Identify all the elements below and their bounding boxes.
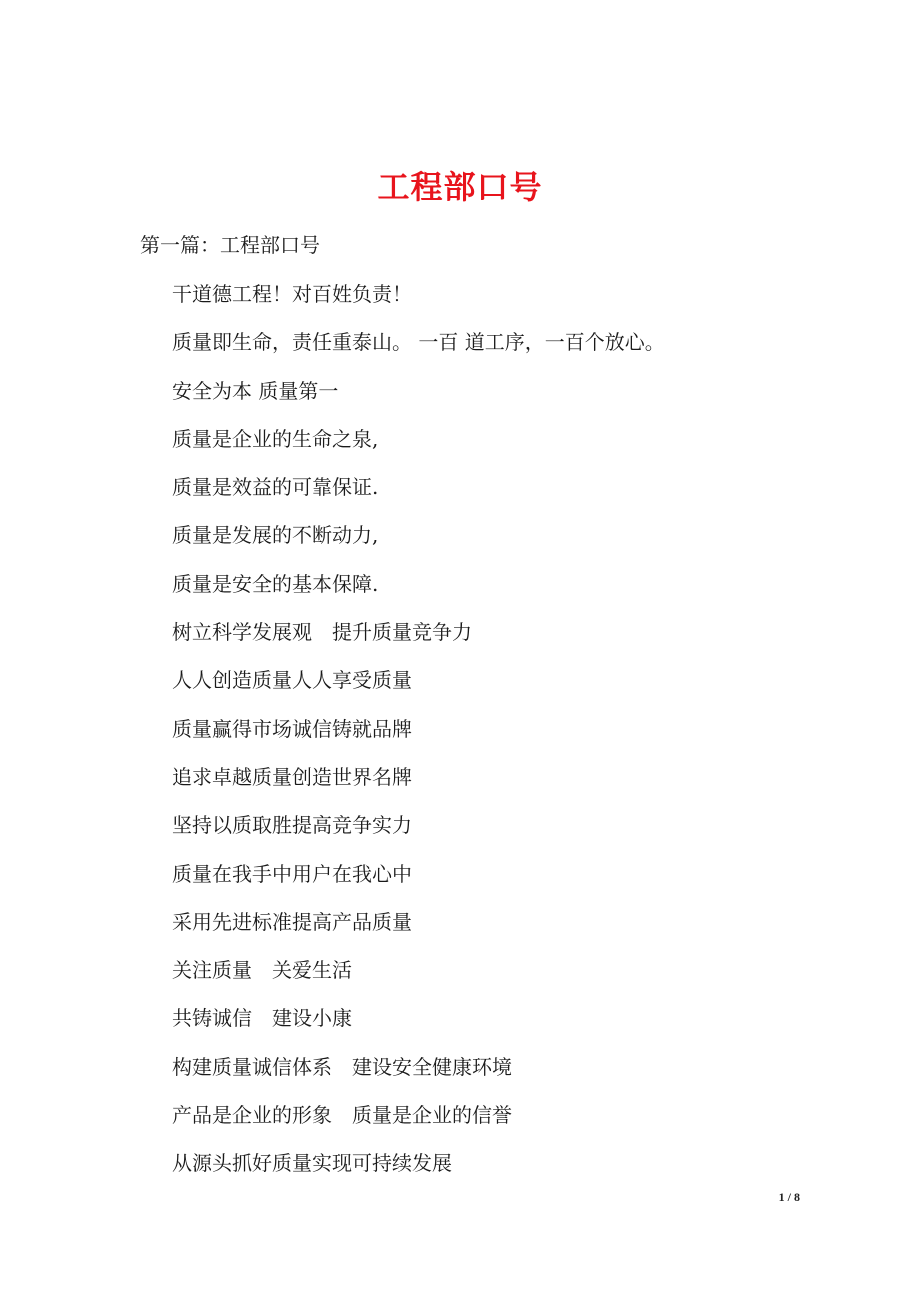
slogan-line: 关注质量 关爱生活 [172,958,352,983]
slogan-line: 质量是效益的可靠保证. [172,475,379,500]
slogan-line: 质量在我手中用户在我心中 [172,861,412,886]
slogan-line: 采用先进标准提高产品质量 [172,909,412,934]
slogan-line: 人人创造质量人人享受质量 [172,668,412,693]
slogan-line: 产品是企业的形象 质量是企业的信誉 [172,1103,512,1128]
slogan-line: 质量赢得市场诚信铸就品牌 [172,716,412,741]
slogan-line: 质量是发展的不断动力, [172,523,379,548]
slogan-line: 质量即生命，责任重泰山。 一百 道工序，一百个放心。 [172,330,665,355]
slogan-line: 干道德工程！对百姓负责！ [172,282,412,306]
slogan-line: 质量是企业的生命之泉, [172,426,379,451]
section-heading: 第一篇：工程部口号 [140,233,320,257]
document-title: 工程部口号 [377,168,543,207]
slogan-line: 质量是安全的基本保障. [172,571,379,596]
slogan-line: 构建质量诚信体系 建设安全健康环境 [172,1054,512,1079]
slogan-list [172,277,665,1195]
slogan-line: 共铸诚信 建设小康 [172,1006,352,1031]
slogan-line: 追求卓越质量创造世界名牌 [172,764,412,789]
slogan-line: 树立科学发展观 提升质量竞争力 [172,620,472,645]
page-number: 1 / 8 [778,1190,800,1204]
slogan-line: 安全为本 质量第一 [172,378,339,403]
slogan-line: 坚持以质取胜提高竞争实力 [172,813,412,838]
slogan-line: 从源头抓好质量实现可持续发展 [172,1151,452,1176]
